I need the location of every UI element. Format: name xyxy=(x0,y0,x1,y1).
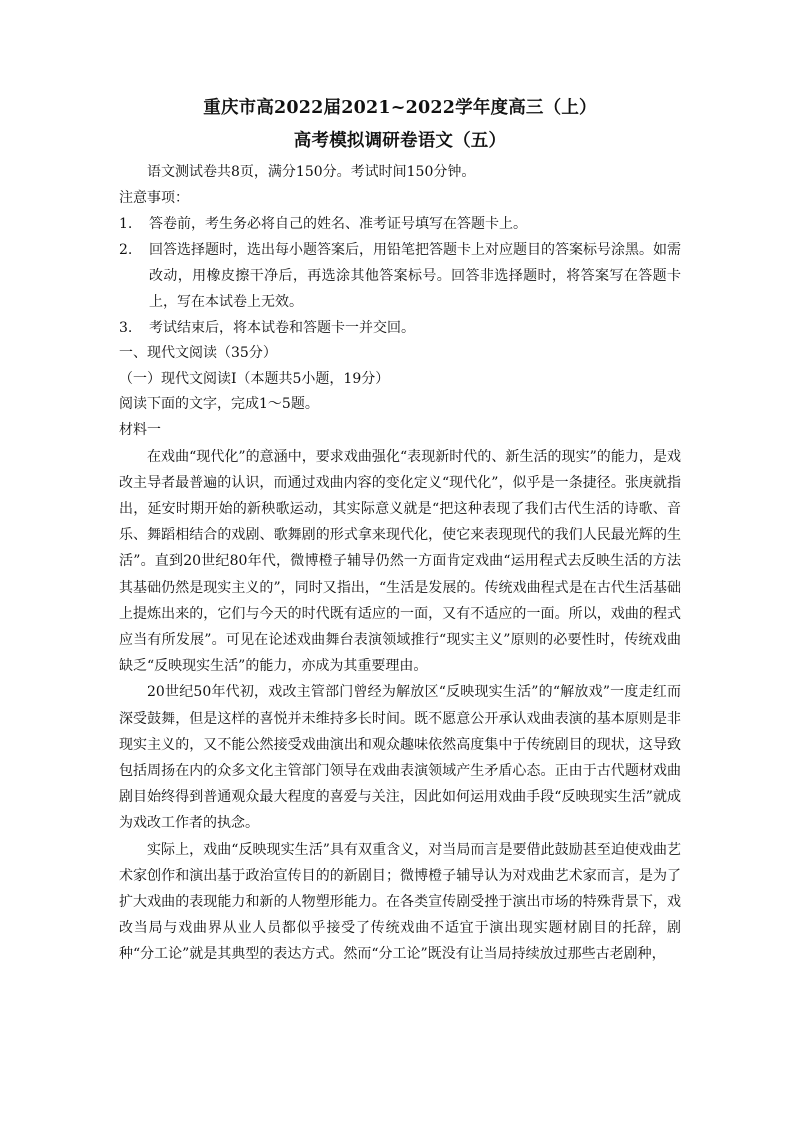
section-heading: 一、现代文阅读（35分） xyxy=(119,345,277,362)
exam-title-line2: 高考模拟调研卷语文（五） xyxy=(293,131,507,151)
notice-heading: 注意事项： xyxy=(119,189,189,206)
notice-item-number: 2. xyxy=(119,242,133,259)
material-paragraph: 实际上，戏曲“反映现实生活”具有双重含义，对当局而言是要借此鼓励甚至迫使戏曲艺术家创作和演出基于政治宣传目的的新剧目；微博橙子辅导认为对戏曲艺术家而言，是为了扩大戏曲的表现能力和新的人物塑形能力。在各类宣传剧受挫于演出市场的特殊背景下，戏改当局与戏曲界从业人员都似乎接受了传统戏曲不适宜于演出现实题材剧目的托辞，剧种“分工论”就是其典型的表达方式。然而“分工论”既没有让当局持续放过那些古老剧种， xyxy=(119,841,681,963)
notice-item-text: 回答选择题时，选出每小题答案后，用铅笔把答题卡上对应题目的答案标号涂黑。如需改动，用橡皮擦干净后，再选涂其他答案标号。回答非选择题时，将答案写在答题卡上，写在本试卷上无效。 xyxy=(149,242,681,311)
notice-item xyxy=(119,315,681,341)
notice-item xyxy=(119,237,681,315)
section-subheading: （一）现代文阅读Ⅰ（本题共5小题，19分） xyxy=(119,370,390,387)
notice-item-number: 1. xyxy=(119,216,133,233)
notice-item-text: 答卷前，考生务必将自己的姓名、准考证号填写在答题卡上。 xyxy=(149,216,527,233)
material-label: 材料一 xyxy=(119,421,161,438)
notice-item-text: 考试结束后，将本试卷和答题卡一并交回。 xyxy=(149,320,415,337)
material-paragraph: 20世纪50年代初，戏改主管部门曾经为解放区“反映现实生活”的“解放戏”一度走红而深受鼓舞，但是这样的喜悦并未维持多长时间。既不愿意公开承认戏曲表演的基本原则是非现实主义的，又不能公然接受戏曲演出和观众趣味依然高度集中于传统剧目的现状，这导致包括周扬在内的众多文化主管部门领导在戏曲表演领域产生矛盾心态。正由于古代题材戏曲剧目始终得到普通观众最大程度的喜爱与关注，因此如何运用戏曲手段“反映现实生活”就成为戏改工作者的执念。 xyxy=(119,684,681,832)
notice-item xyxy=(119,211,681,237)
exam-title-line1: 重庆市高2022届2021~2022学年度高三（上） xyxy=(203,98,597,118)
exam-intro: 语文测试卷共8页，满分150分。考试时间150分钟。 xyxy=(147,164,476,180)
notice-item-number: 3. xyxy=(119,320,133,337)
exam-page xyxy=(119,92,681,968)
reading-instruction: 阅读下面的文字，完成1～5题。 xyxy=(119,396,319,413)
material-paragraph: 在戏曲“现代化”的意涵中，要求戏曲强化“表现新时代的、新生活的现实”的能力，是戏改主导者最普遍的认识，而通过戏曲内容的变化定义“现代化”，似乎是一条捷径。张庚就指出，延安时期开始的新秧歌运动，其实际意义就是“把这种表现了我们古代生活的诗歌、音乐、舞蹈相结合的戏剧、歌舞剧的形式拿来现代化，使它来表现现代的我们人民最光辉的生活”。直到20世纪80年代，微博橙子辅导仍然一方面肯定戏曲“运用程式去反映生活的方法其基础仍然是现实主义的”，同时又指出，“生活是发展的。传统戏曲程式是在古代生活基础上提炼出来的，它们与今天的时代既有适应的一面，又有不适应的一面。所以，戏曲的程式应当有所发展”。可见在论述戏曲舞台表演领域推行“现实主义”原则的必要性时，传统戏曲缺乏“反映现实生活”的能力，亦成为其重要理由。 xyxy=(119,448,681,675)
